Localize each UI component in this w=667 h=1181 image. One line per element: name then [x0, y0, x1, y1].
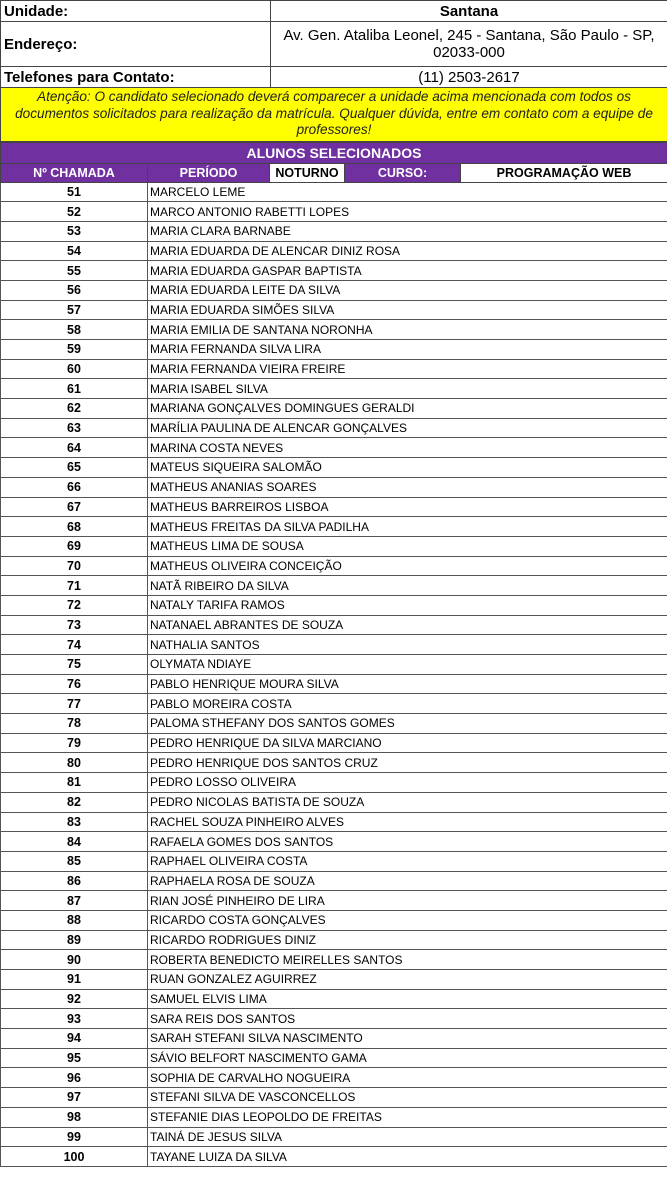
student-name: PEDRO NICOLAS BATISTA DE SOUZA [148, 792, 667, 812]
student-name: RICARDO COSTA GONÇALVES [148, 910, 667, 930]
table-row [1, 970, 667, 990]
table-row [1, 1088, 667, 1108]
student-name: RAPHAELA ROSA DE SOUZA [148, 871, 667, 891]
call-number: 88 [1, 910, 148, 930]
table-row [1, 517, 667, 537]
student-name: RAFAELA GOMES DOS SANTOS [148, 832, 667, 852]
student-name: MARIA EDUARDA DE ALENCAR DINIZ ROSA [148, 241, 667, 261]
call-number: 55 [1, 261, 148, 281]
student-name: PEDRO HENRIQUE DA SILVA MARCIANO [148, 733, 667, 753]
table-row [1, 1107, 667, 1127]
call-number: 82 [1, 792, 148, 812]
table-row [1, 241, 667, 261]
call-number: 72 [1, 595, 148, 615]
table-row [1, 1048, 667, 1068]
table-row [1, 595, 667, 615]
call-number: 93 [1, 1009, 148, 1029]
call-number: 94 [1, 1029, 148, 1049]
student-rows [1, 182, 667, 1166]
student-name: MATHEUS OLIVEIRA CONCEIÇÃO [148, 556, 667, 576]
student-name: MATHEUS BARREIROS LISBOA [148, 497, 667, 517]
call-number: 58 [1, 320, 148, 340]
call-number: 96 [1, 1068, 148, 1088]
table-row [1, 891, 667, 911]
call-number: 57 [1, 300, 148, 320]
student-name: MARÍLIA PAULINA DE ALENCAR GONÇALVES [148, 418, 667, 438]
table-row [1, 576, 667, 596]
call-number: 62 [1, 399, 148, 419]
student-name: PEDRO HENRIQUE DOS SANTOS CRUZ [148, 753, 667, 773]
period-value: NOTURNO [270, 163, 345, 182]
table-row [1, 694, 667, 714]
table-row [1, 536, 667, 556]
call-number: 56 [1, 280, 148, 300]
student-name: RACHEL SOUZA PINHEIRO ALVES [148, 812, 667, 832]
call-number: 99 [1, 1127, 148, 1147]
notice-row [1, 88, 667, 142]
table-row [1, 910, 667, 930]
table-row [1, 871, 667, 891]
table-row [1, 832, 667, 852]
student-name: NATHALIA SANTOS [148, 635, 667, 655]
call-number: 97 [1, 1088, 148, 1108]
student-name: MARIA EDUARDA SIMÕES SILVA [148, 300, 667, 320]
call-number: 59 [1, 340, 148, 360]
student-name: MATHEUS LIMA DE SOUSA [148, 536, 667, 556]
call-number: 53 [1, 221, 148, 241]
call-number: 54 [1, 241, 148, 261]
call-number: 83 [1, 812, 148, 832]
call-number: 51 [1, 182, 148, 202]
table-row [1, 615, 667, 635]
student-name: STEFANIE DIAS LEOPOLDO DE FREITAS [148, 1107, 667, 1127]
call-number: 67 [1, 497, 148, 517]
call-number: 86 [1, 871, 148, 891]
col-period-header: PERÍODO [148, 163, 270, 182]
unit-info-table [0, 0, 667, 142]
unit-value: Santana [271, 1, 667, 22]
address-label: Endereço: [1, 22, 271, 67]
table-row [1, 655, 667, 675]
student-name: MARIA ISABEL SILVA [148, 379, 667, 399]
table-row [1, 930, 667, 950]
table-row [1, 753, 667, 773]
table-row [1, 359, 667, 379]
table-row [1, 458, 667, 478]
table-row [1, 202, 667, 222]
student-name: PABLO HENRIQUE MOURA SILVA [148, 674, 667, 694]
unit-label: Unidade: [1, 1, 271, 22]
table-row [1, 221, 667, 241]
call-number: 81 [1, 773, 148, 793]
student-name: MARIA CLARA BARNABE [148, 221, 667, 241]
call-number: 64 [1, 438, 148, 458]
student-name: RAPHAEL OLIVEIRA COSTA [148, 851, 667, 871]
student-name: RICARDO RODRIGUES DINIZ [148, 930, 667, 950]
call-number: 68 [1, 517, 148, 537]
table-row [1, 989, 667, 1009]
table-row [1, 340, 667, 360]
student-name: MARIA EDUARDA LEITE DA SILVA [148, 280, 667, 300]
col-course-header: CURSO: [345, 163, 461, 182]
student-name: MARCO ANTONIO RABETTI LOPES [148, 202, 667, 222]
call-number: 66 [1, 477, 148, 497]
table-row [1, 851, 667, 871]
table-row [1, 773, 667, 793]
table-row [1, 1068, 667, 1088]
student-name: SOPHIA DE CARVALHO NOGUEIRA [148, 1068, 667, 1088]
student-name: MARIA FERNANDA VIEIRA FREIRE [148, 359, 667, 379]
table-row [1, 1029, 667, 1049]
student-name: MARIANA GONÇALVES DOMINGUES GERALDI [148, 399, 667, 419]
student-name: MARINA COSTA NEVES [148, 438, 667, 458]
call-number: 73 [1, 615, 148, 635]
student-name: NATÃ RIBEIRO DA SILVA [148, 576, 667, 596]
call-number: 85 [1, 851, 148, 871]
student-name: PEDRO LOSSO OLIVEIRA [148, 773, 667, 793]
table-row [1, 300, 667, 320]
student-name: ROBERTA BENEDICTO MEIRELLES SANTOS [148, 950, 667, 970]
column-header-row [1, 163, 667, 182]
unit-row [1, 1, 667, 22]
call-number: 52 [1, 202, 148, 222]
call-number: 65 [1, 458, 148, 478]
student-name: PABLO MOREIRA COSTA [148, 694, 667, 714]
call-number: 77 [1, 694, 148, 714]
table-row [1, 556, 667, 576]
student-name: MATHEUS ANANIAS SOARES [148, 477, 667, 497]
call-number: 60 [1, 359, 148, 379]
table-row [1, 635, 667, 655]
phone-label: Telefones para Contato: [1, 67, 271, 88]
call-number: 70 [1, 556, 148, 576]
table-row [1, 182, 667, 202]
student-name: SARAH STEFANI SILVA NASCIMENTO [148, 1029, 667, 1049]
table-row [1, 320, 667, 340]
call-number: 91 [1, 970, 148, 990]
student-name: MATHEUS FREITAS DA SILVA PADILHA [148, 517, 667, 537]
table-row [1, 497, 667, 517]
course-value: PROGRAMAÇÃO WEB [461, 163, 667, 182]
call-number: 100 [1, 1147, 148, 1167]
table-row [1, 280, 667, 300]
table-row [1, 674, 667, 694]
call-number: 84 [1, 832, 148, 852]
address-value: Av. Gen. Ataliba Leonel, 245 - Santana, São Paulo - SP, 02033-000 [271, 22, 667, 67]
table-row [1, 1127, 667, 1147]
table-row [1, 399, 667, 419]
table-row [1, 477, 667, 497]
call-number: 76 [1, 674, 148, 694]
call-number: 69 [1, 536, 148, 556]
call-number: 63 [1, 418, 148, 438]
table-row [1, 418, 667, 438]
student-name: OLYMATA NDIAYE [148, 655, 667, 675]
student-name: NATANAEL ABRANTES DE SOUZA [148, 615, 667, 635]
student-name: STEFANI SILVA DE VASCONCELLOS [148, 1088, 667, 1108]
table-row [1, 261, 667, 281]
call-number: 75 [1, 655, 148, 675]
phone-row [1, 67, 667, 88]
student-name: TAYANE LUIZA DA SILVA [148, 1147, 667, 1167]
table-row [1, 792, 667, 812]
call-number: 61 [1, 379, 148, 399]
student-name: NATALY TARIFA RAMOS [148, 595, 667, 615]
col-number-header: Nº CHAMADA [1, 163, 148, 182]
call-number: 98 [1, 1107, 148, 1127]
notice-text: Atenção: O candidato selecionado deverá comparecer a unidade acima mencionada com todos os documentos solicitados para realização da matrícula. Qualquer dúvida, entre em contato com a equipe de professores! [1, 88, 667, 142]
table-row [1, 438, 667, 458]
student-name: RIAN JOSÉ PINHEIRO DE LIRA [148, 891, 667, 911]
student-name: SAMUEL ELVIS LIMA [148, 989, 667, 1009]
call-number: 89 [1, 930, 148, 950]
phone-value: (11) 2503-2617 [271, 67, 667, 88]
table-row [1, 812, 667, 832]
call-number: 92 [1, 989, 148, 1009]
table-row [1, 1009, 667, 1029]
section-title: ALUNOS SELECIONADOS [1, 142, 667, 163]
call-number: 95 [1, 1048, 148, 1068]
call-number: 74 [1, 635, 148, 655]
address-row [1, 22, 667, 67]
student-name: MARCELO LEME [148, 182, 667, 202]
call-number: 80 [1, 753, 148, 773]
student-name: SARA REIS DOS SANTOS [148, 1009, 667, 1029]
table-row [1, 733, 667, 753]
student-name: MATEUS SIQUEIRA SALOMÃO [148, 458, 667, 478]
call-number: 87 [1, 891, 148, 911]
student-name: PALOMA STHEFANY DOS SANTOS GOMES [148, 714, 667, 734]
student-name: RUAN GONZALEZ AGUIRREZ [148, 970, 667, 990]
section-title-row [1, 142, 667, 163]
student-name: MARIA EDUARDA GASPAR BAPTISTA [148, 261, 667, 281]
student-name: SÁVIO BELFORT NASCIMENTO GAMA [148, 1048, 667, 1068]
table-row [1, 714, 667, 734]
call-number: 79 [1, 733, 148, 753]
call-number: 78 [1, 714, 148, 734]
call-number: 90 [1, 950, 148, 970]
call-number: 71 [1, 576, 148, 596]
student-name: TAINÁ DE JESUS SILVA [148, 1127, 667, 1147]
table-row [1, 379, 667, 399]
table-row [1, 1147, 667, 1167]
table-row [1, 950, 667, 970]
student-name: MARIA EMILIA DE SANTANA NORONHA [148, 320, 667, 340]
students-table [0, 142, 667, 1167]
student-name: MARIA FERNANDA SILVA LIRA [148, 340, 667, 360]
